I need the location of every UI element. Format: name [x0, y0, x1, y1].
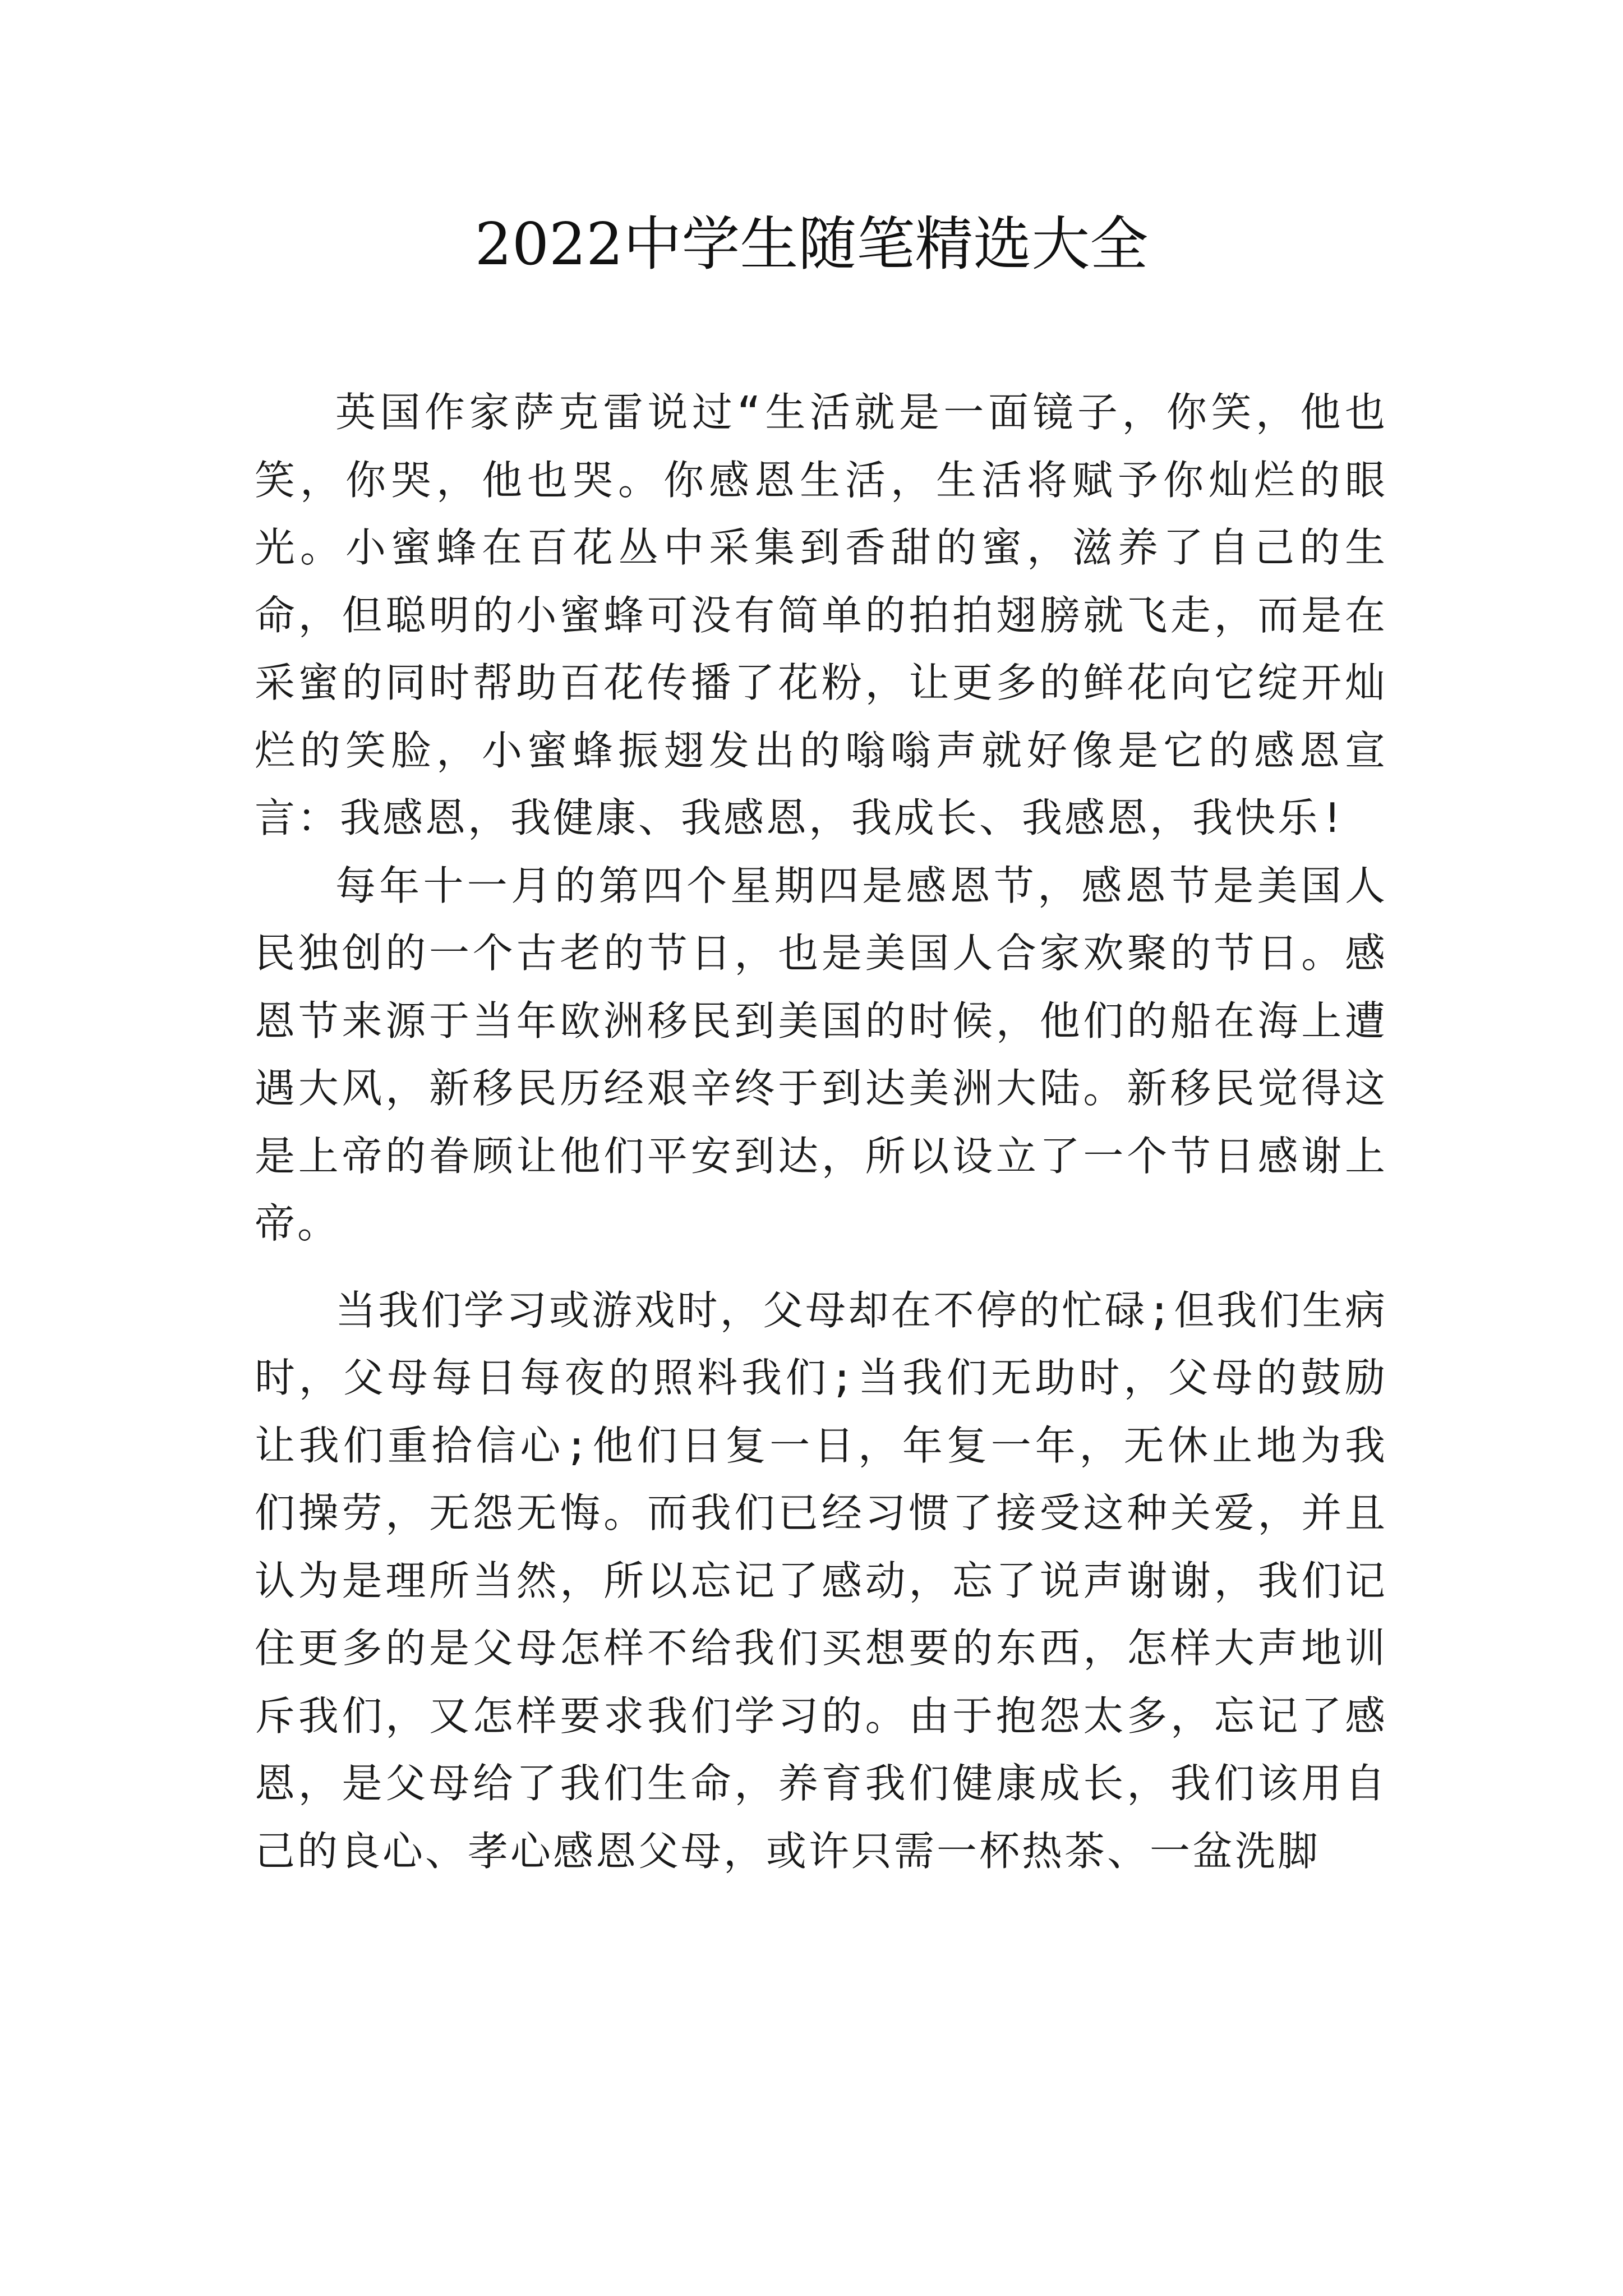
- document-title: 2022中学生随笔精选大全: [474, 210, 1149, 278]
- paragraph-3: 当我们学习或游戏时，父母却在不停的忙碌;但我们生病时，父母每日每夜的照料我们;当我们无助时，父母的鼓励让我们重拾信心;他们日复一日，年复一年，无休止地为我们操劳，无怨无悔。而我们已经习惯了接受这种关爱，并且认为是理所当然，所以忘记了感动，忘了说声谢谢，我们记住更多的是父母怎样不给我们买想要的东西，怎样大声地训斥我们，又怎样要求我们学习的。由于抱怨太多，忘记了感恩，是父母给了我们生命，养育我们健康成长，我们该用自己的良心、孝心感恩父母，或许只需一杯热茶、一盆洗脚: [255, 1286, 1387, 1875]
- paragraph-2: 每年十一月的第四个星期四是感恩节，感恩节是美国人民独创的一个古老的节日，也是美国人合家欢聚的节日。感恩节来源于当年欧洲移民到美国的时候，他们的船在海上遭遇大风，新移民历经艰辛终于到达美洲大陆。新移民觉得这是上帝的眷顾让他们平安到达，所以设立了一个节日感谢上帝。: [255, 862, 1387, 1247]
- paragraph-1: 英国作家萨克雷说过“生活就是一面镜子，你笑，他也笑，你哭，他也哭。你感恩生活，生活将赋予你灿烂的眼光。小蜜蜂在百花丛中采集到香甜的蜜，滋养了自己的生命，但聪明的小蜜蜂可没有简单的拍拍翅膀就飞走，而是在采蜜的同时帮助百花传播了花粉，让更多的鲜花向它绽开灿烂的笑脸，小蜜蜂振翅发出的嗡嗡声就好像是它的感恩宣言：我感恩，我健康、我感恩，我成长、我感恩，我快乐!: [255, 389, 1387, 841]
- document-body: [255, 379, 1387, 1885]
